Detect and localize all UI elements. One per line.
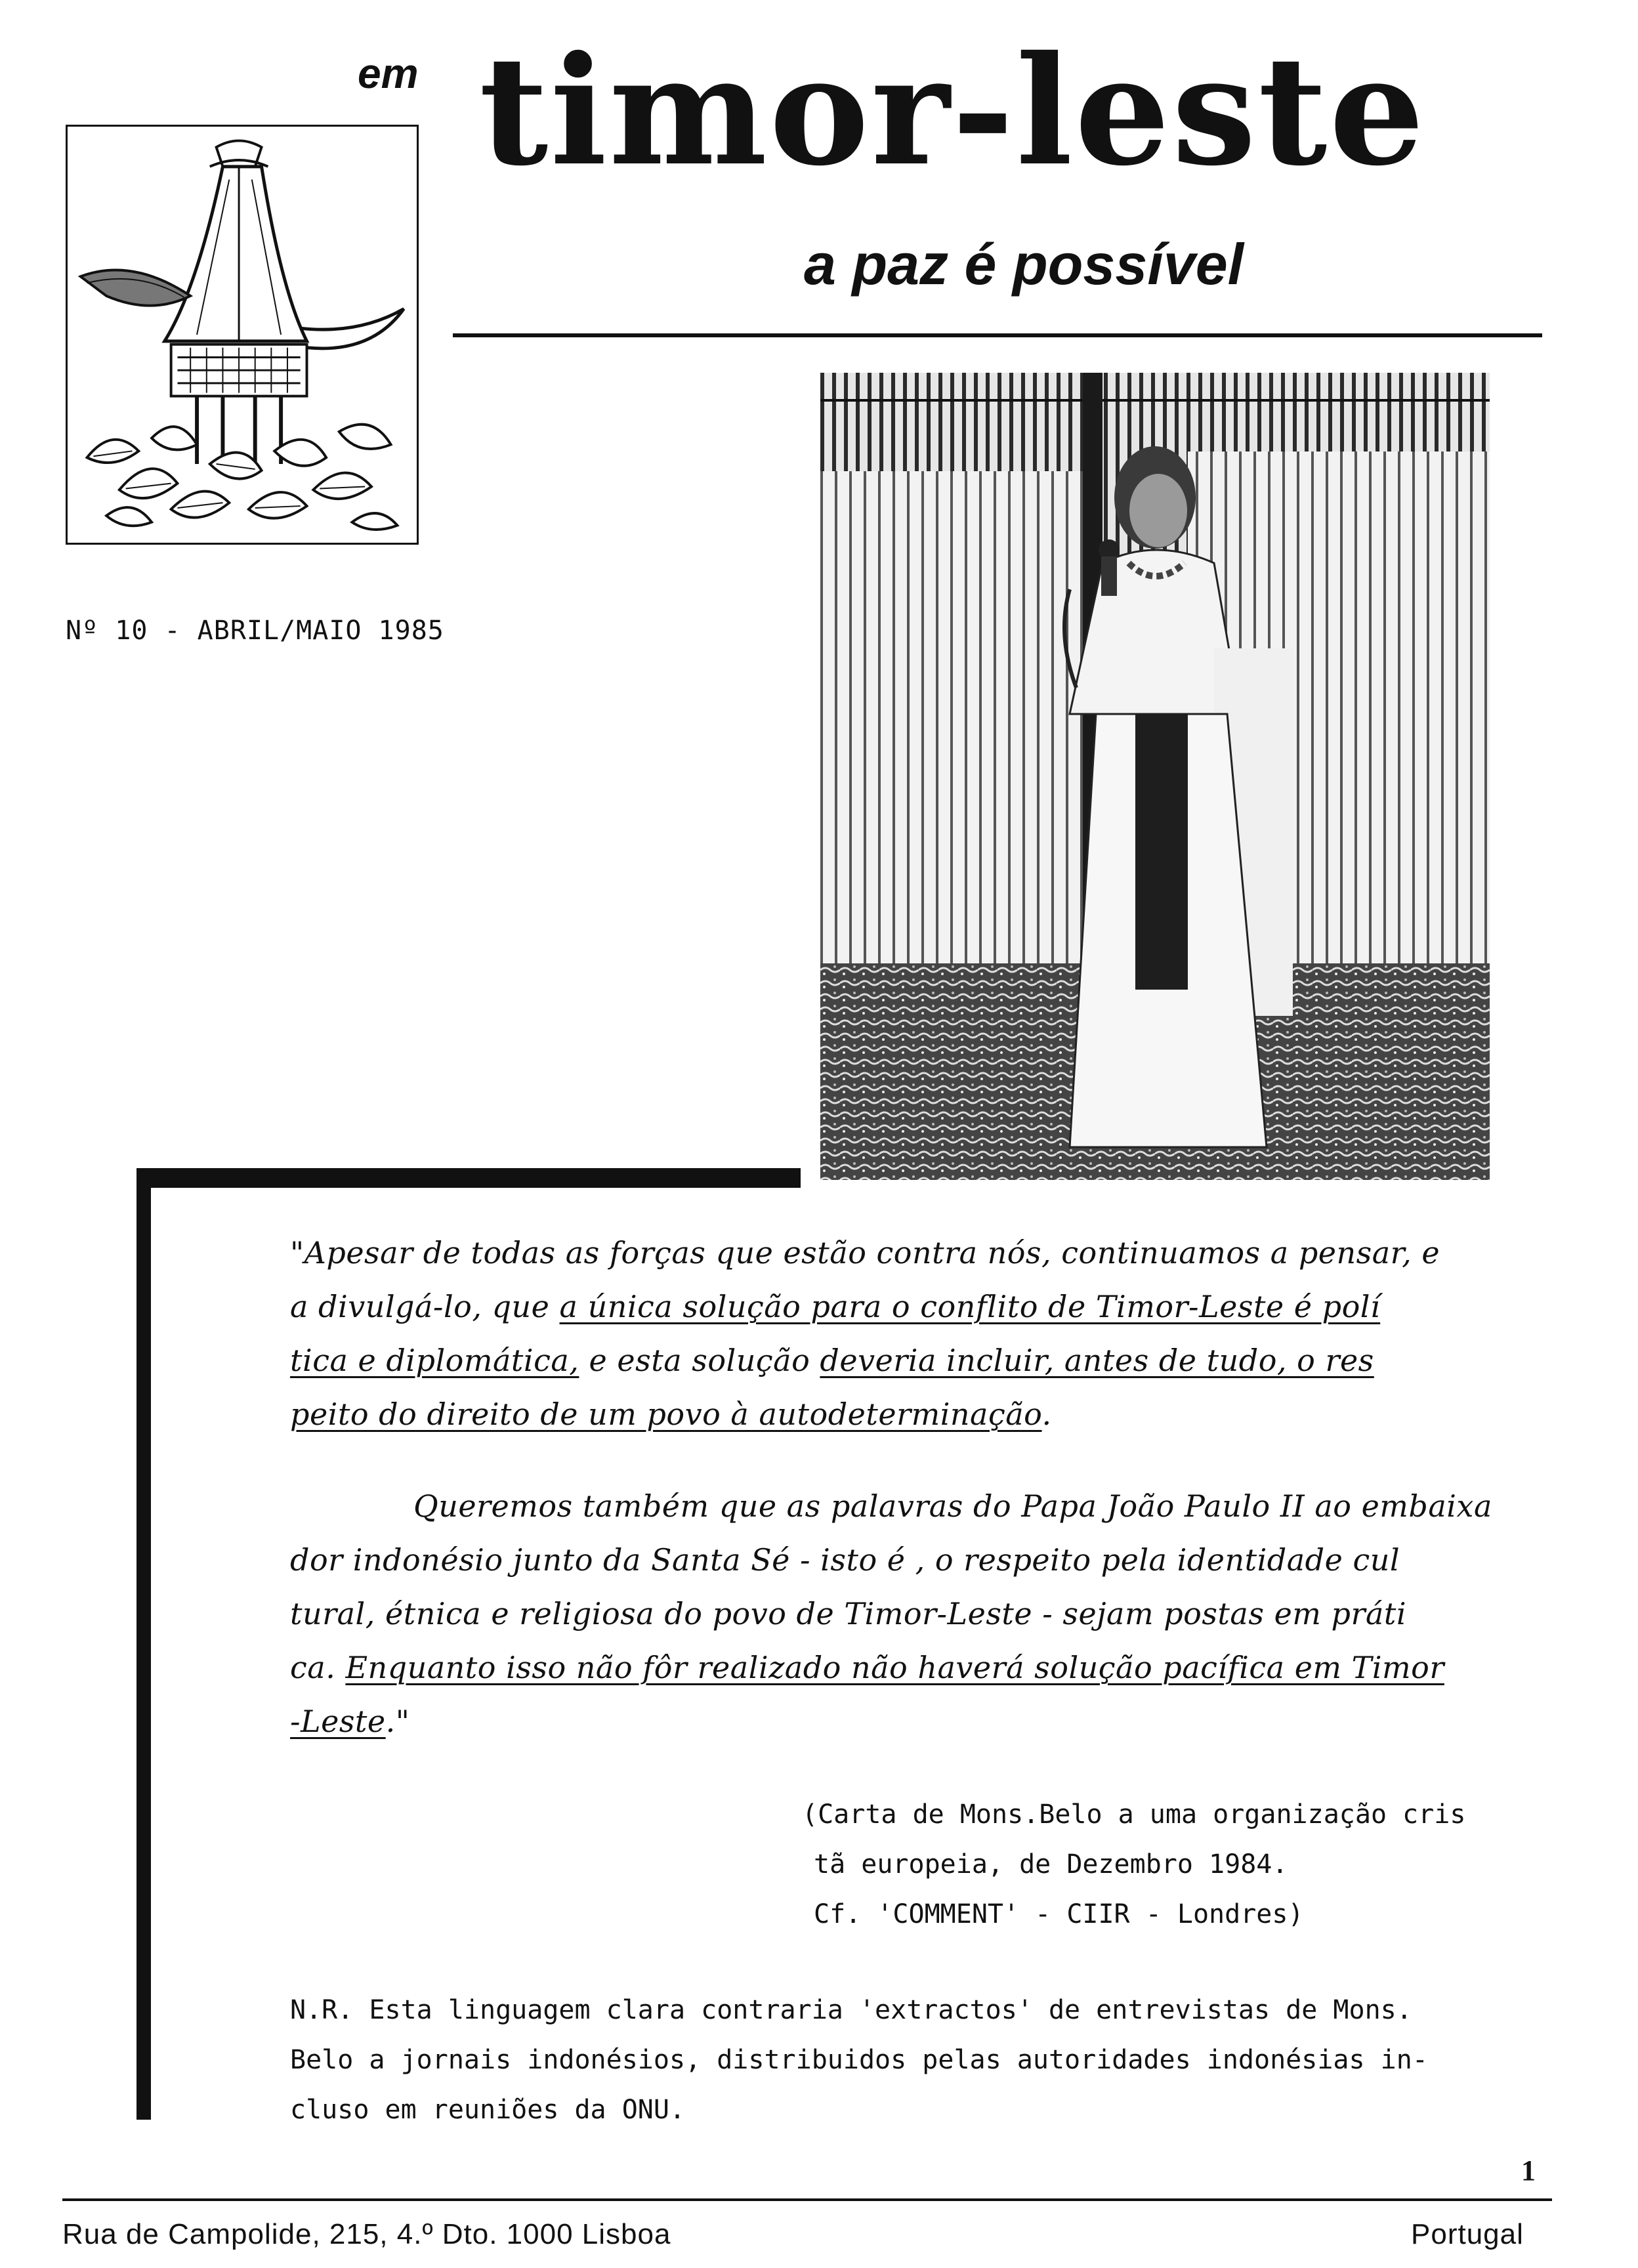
quote-line [290,1343,1374,1378]
quote-frame-left [136,1168,151,2120]
quote-text: dor indonésio junto da Santa Sé - isto é , o respeito pela identidade cul [290,1542,1400,1578]
quote-text: . [1041,1396,1052,1432]
quote-underlined-text: -Leste [290,1704,386,1739]
citation-line: (Carta de Mons.Belo a uma organização cris [802,1799,1466,1830]
quote-frame-top [136,1168,801,1188]
quote-text: e esta solução [579,1343,820,1378]
quote-text: "Apesar de todas as forças que estão contra nós, continuamos a pensar, e [290,1235,1440,1270]
masthead-prefix: em [358,50,419,97]
quote-underlined-text: a única solução para o conflito de Timor-Leste é polí [559,1289,1381,1324]
citation-line: tã europeia, de Dezembro 1984. [814,1849,1288,1880]
issue-number: Nº 10 - ABRIL/MAIO 1985 [66,616,444,646]
quote-line [290,1235,1440,1270]
header-rule [453,333,1542,337]
masthead-title: timor-leste [479,23,1427,199]
editor-note-line: cluso em reuniões da ONU. [290,2095,686,2125]
quote-line [290,1542,1400,1578]
page-number: 1 [1521,2154,1536,2187]
quote-text: ca. [290,1650,346,1685]
editor-note-line: N.R. Esta linguagem clara contraria 'extractos' de entrevistas de Mons. [290,1995,1412,2025]
quote-line [290,1650,1444,1685]
quote-line [290,1289,1380,1324]
traditional-house-illustration [68,127,417,543]
quote-underlined-text: peito do direito de um povo à autodeterminação [290,1396,1042,1432]
photo-image [820,373,1490,1214]
masthead-tagline: a paz é possível [804,232,1244,297]
footer-country: Portugal [1411,2218,1524,2250]
quote-line [290,1396,1052,1432]
quote-text: tural, étnica e religiosa do povo de Timor-Leste - sejam postas em práti [290,1596,1407,1631]
timor-house-logo [66,125,419,545]
photo-priest-speaking [820,373,1490,1214]
footer-address: Rua de Campolide, 215, 4.º Dto. 1000 Lisboa [62,2218,671,2250]
quote-underlined-text: Enquanto isso não fôr realizado não haverá solução pacífica em Timor [345,1650,1444,1685]
quote-text: Queremos também que as palavras do Papa João Paulo II ao embaixa [413,1488,1492,1524]
quote-line [290,1596,1406,1631]
quote-text: a divulgá-lo, que [290,1289,560,1324]
quote-underlined-text: tica e diplomática, [290,1343,579,1378]
quote-line [290,1704,410,1739]
editor-note-line: Belo a jornais indonésios, distribuidos pelas autoridades indonésias in- [290,2045,1428,2075]
quote-line [413,1488,1492,1524]
quote-text: ." [385,1704,410,1739]
footer-rule [62,2198,1552,2201]
citation-line: Cf. 'COMMENT' - CIIR - Londres) [814,1899,1304,1929]
quote-underlined-text: deveria incluir, antes de tudo, o res [820,1343,1374,1378]
